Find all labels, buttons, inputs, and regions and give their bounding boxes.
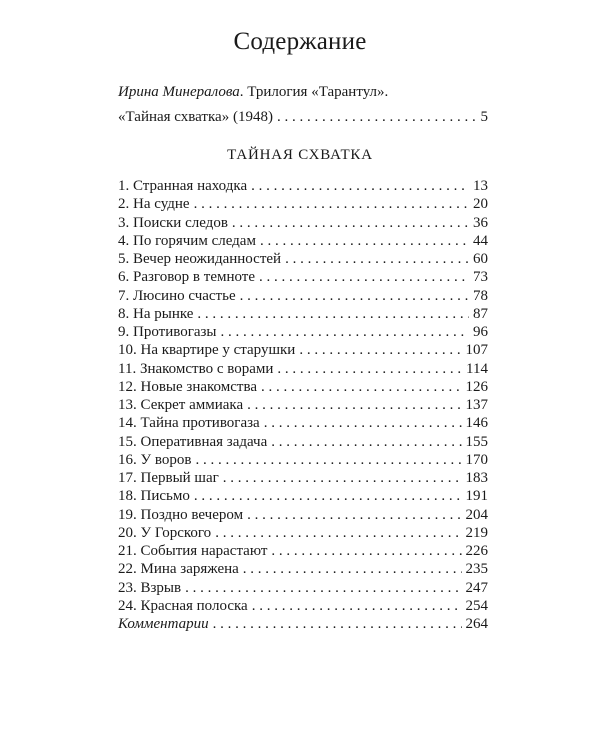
chapter-entry[interactable] — [118, 378, 488, 396]
intro-line-1 — [118, 84, 488, 101]
chapter-page-number: 226 — [465, 543, 488, 559]
chapter-title: 23. Взрыв — [118, 579, 182, 596]
intro-trilogy: . Трилогия «Тарантул». — [239, 84, 389, 100]
chapter-title: 1. Странная находка — [118, 178, 248, 194]
chapter-title: 14. Тайна противогаза — [118, 415, 260, 432]
chapter-page-number: 183 — [465, 470, 488, 486]
chapter-entry[interactable] — [118, 323, 488, 341]
dot-leader — [259, 268, 469, 286]
chapter-title: 5. Вечер неожиданностей — [118, 251, 282, 267]
chapter-title: 10. На квартире у старушки — [118, 342, 296, 359]
dot-leader — [240, 287, 469, 305]
chapter-page-number: 78 — [473, 287, 488, 304]
chapter-entry[interactable] — [118, 597, 488, 615]
intro-work-label: «Тайная схватка» (1948) — [118, 109, 273, 125]
chapter-entry[interactable] — [118, 506, 488, 524]
chapter-title: 21. События нарастают — [118, 543, 268, 559]
chapter-title: 4. По горячим следам — [118, 232, 256, 249]
dot-leader — [260, 232, 469, 250]
chapter-entry[interactable] — [118, 268, 488, 286]
dot-leader — [251, 177, 469, 195]
chapter-page-number: 254 — [465, 597, 488, 614]
dot-leader — [197, 305, 469, 323]
chapter-entry[interactable] — [118, 396, 488, 414]
dot-leader — [247, 396, 461, 414]
dot-leader — [264, 414, 462, 432]
chapter-title: 16. У воров — [118, 451, 192, 468]
dot-leader — [232, 214, 469, 232]
chapter-title: 12. Новые знакомства — [118, 378, 257, 395]
chapter-entry[interactable] — [118, 469, 488, 487]
chapter-entry[interactable] — [118, 305, 488, 323]
chapter-entry[interactable] — [118, 177, 488, 195]
chapter-entry[interactable] — [118, 341, 488, 359]
chapter-page-number: 235 — [465, 561, 488, 578]
chapter-entry[interactable] — [118, 524, 488, 542]
dot-leader — [215, 524, 461, 542]
chapter-title: 8. На рынке — [118, 305, 194, 322]
chapter-title: 20. У Горского — [118, 524, 212, 541]
chapter-entry[interactable] — [118, 451, 488, 469]
intro-page-number: 5 — [480, 109, 488, 125]
chapter-page-number: 107 — [465, 342, 488, 359]
section-heading: ТАЙНАЯ СХВАТКА — [227, 147, 373, 163]
chapter-entry[interactable] — [118, 560, 488, 578]
intro-line-2[interactable] — [118, 108, 488, 126]
chapter-page-number: 114 — [466, 360, 488, 377]
dot-leader — [271, 433, 461, 451]
dot-leader — [247, 506, 461, 524]
chapter-title: 3. Поиски следов — [118, 214, 228, 231]
chapter-title: 6. Разговор в темноте — [118, 269, 256, 286]
chapter-entry[interactable] — [118, 195, 488, 213]
dot-leader — [185, 579, 461, 597]
chapter-title: 2. На судне — [118, 196, 190, 213]
chapter-page-number: 126 — [465, 378, 488, 395]
dot-leader — [271, 542, 461, 560]
dot-leader — [285, 250, 469, 268]
intro-author: Ирина Минералова — [118, 84, 240, 100]
chapter-page-number: 170 — [465, 451, 488, 468]
dot-leader — [194, 195, 469, 213]
chapter-entry[interactable] — [118, 250, 488, 268]
chapter-page-number: 219 — [465, 524, 488, 541]
commentary-entry[interactable] — [118, 615, 488, 633]
dot-leader — [221, 323, 469, 341]
chapter-entry[interactable] — [118, 433, 488, 451]
dot-leader — [277, 108, 477, 126]
chapter-entry[interactable] — [118, 579, 488, 597]
chapter-page-number: 73 — [473, 269, 488, 286]
chapter-title: 17. Первый шаг — [118, 470, 219, 486]
chapter-title: 7. Люсино счастье — [118, 287, 236, 304]
chapter-page-number: 191 — [465, 488, 488, 505]
chapter-page-number: 137 — [465, 397, 488, 413]
dot-leader — [252, 597, 462, 615]
commentary-label: Комментарии — [118, 616, 209, 632]
chapter-entry[interactable] — [118, 232, 488, 250]
dot-leader — [299, 341, 461, 359]
chapter-page-number: 20 — [473, 196, 488, 213]
chapter-page-number: 87 — [473, 305, 488, 322]
chapter-title: 11. Знакомство с ворами — [118, 360, 274, 377]
chapter-entry[interactable] — [118, 414, 488, 432]
chapter-page-number: 36 — [473, 214, 488, 231]
chapter-page-number: 96 — [473, 324, 488, 340]
page-title: Содержание — [233, 28, 367, 55]
chapter-title: 13. Секрет аммиака — [118, 397, 244, 413]
chapter-title: 24. Красная полоска — [118, 597, 248, 614]
chapter-page-number: 204 — [465, 506, 488, 523]
chapter-title: 19. Поздно вечером — [118, 506, 244, 523]
chapter-title: 18. Письмо — [118, 488, 190, 505]
chapter-page-number: 146 — [465, 415, 488, 432]
dot-leader — [213, 615, 462, 633]
chapter-entry[interactable] — [118, 214, 488, 232]
dot-leader — [261, 378, 462, 396]
chapter-title: 15. Оперативная задача — [118, 433, 268, 450]
chapter-entry[interactable] — [118, 487, 488, 505]
chapter-page-number: 13 — [473, 178, 488, 194]
chapter-page-number: 60 — [473, 251, 488, 267]
chapter-page-number: 44 — [473, 232, 488, 249]
chapter-title: 9. Противогазы — [118, 324, 217, 340]
dot-leader — [243, 560, 462, 578]
chapter-entry[interactable] — [118, 542, 488, 560]
chapter-title: 22. Мина заряжена — [118, 561, 239, 578]
dot-leader — [277, 360, 462, 378]
chapter-entry[interactable] — [118, 287, 488, 305]
chapter-page-number: 247 — [465, 579, 488, 596]
dot-leader — [194, 487, 462, 505]
chapter-page-number: 155 — [465, 433, 488, 450]
dot-leader — [223, 469, 462, 487]
dot-leader — [195, 451, 461, 469]
chapter-entry[interactable] — [118, 360, 488, 378]
commentary-page-number: 264 — [465, 616, 488, 632]
